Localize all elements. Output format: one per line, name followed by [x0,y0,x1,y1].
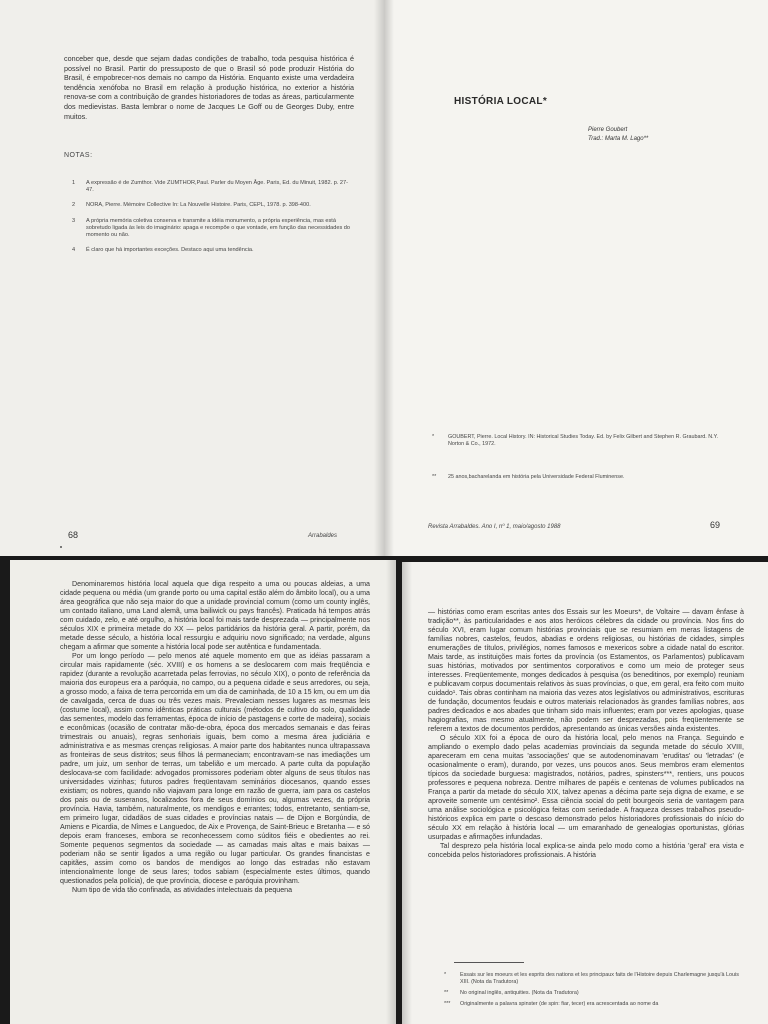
footnote-text: GOUBERT, Pierre. Local History. IN: Historical Studies Today. Ed. by Felix Gilbert and Stephen R. Graubard. N.Y. Norton & Co., 1972. [448,434,719,447]
footnote-text: Essais sur les moeurs et les esprits des nations et les principaux faits de l'Histoire depuis Charlemagne jusqu'à Louis XIII. (Nota da Tradutora) [460,972,739,985]
running-title: Revista Arrabaldes. Ano I, nº 1, maio/agosto 1988 [428,524,561,530]
note-number: 3 [72,217,76,224]
footnote-text: 25 anos,bacharelanda em história pela Universidade Federal Fluminense. [448,474,625,480]
body-text [60,580,370,895]
notes-label: NOTAS: [64,152,93,159]
translator-name: Trad.: Marta M. Lago** [588,136,649,142]
article-title: HISTÓRIA LOCAL* [454,96,548,107]
paragraph: Num tipo de vida tão confinada, as atividades intelectuais da pequena [72,886,293,894]
footnote-text: Originalmente a palavra spinster (de spin: fiar, tecer) era acrescentada ao nome da [460,1001,659,1007]
page-71 [402,562,768,1024]
running-title: Arrabaldes [308,533,338,539]
paragraph: conceber que, desde que sejam dadas condições de trabalho, toda pesquisa histórica é possível no Brasil. Partir do pressuposto de que o Brasil só pode produzir História do Brasil, é empobrecer-nos demais no campo da História. Enquanto existe uma verdadeira tendência xenófoba no Brasil em relação à produção histórica, no exterior a história renova-se com a contribuição de grandes historiadores de todas as áreas, particularmente dos medievistas. Basta lembrar o nome de Jacques Le Goff ou de Georges Duby, entre muitos. [64,54,354,121]
footnote [432,434,722,448]
footnotes [444,972,744,1012]
body-paragraph [64,54,354,121]
page-gutter-shadow [384,0,394,556]
note-text: É claro que há importantes exceções. Destaco aqui uma tendência. [86,247,254,254]
note-text: A expressão é de Zumthor. Vide ZUMTHOR,Paul. Parler du Moyen Âge. Paris, Ed. du Minuit, 1982. p. 27-47. [86,180,348,194]
author-name: Pierre Goubert [588,127,628,133]
note-number: 4 [72,247,76,254]
note-item [72,218,352,240]
paragraph: Tal desprezo pela história local explica-se ainda pelo modo como a história 'geral' era vista e concebida pelos historiadores profissionais. A história [428,842,744,859]
note-number: 1 [72,180,76,186]
footnote-rule [454,962,524,963]
footnote [444,990,744,997]
speck [60,546,62,548]
footnote [444,1001,744,1008]
footnote [432,474,722,481]
note-item [72,247,352,254]
note-item [72,202,352,209]
page-gutter-shadow [402,562,412,1024]
note-text: A própria memória coletiva conserva e transmite a idéia monumento, a própria experiência, mas está sobretudo ligada às leis do imaginário: apaga e recompõe o que vontade, em função das necessidades do momento ou não. [86,217,351,239]
paragraph: O século XIX foi a época de ouro da história local, pelo menos na França. Seguindo e ampliando o exemplo dado pelas academias provinciais da segunda metade do século XVIII, apareceram em cena muitas 'associações' que se autodenominavam 'eruditas' ou 'letradas' (e ocasionalmente o eram), durando, por vezes, uns poucos anos. Seus membros eram elementos típicos da sociedade burguesa: magistrados, notários, padres, spinsters***, rentiers, uns poucos professores e pequena nobreza. Dentre milhares de papéis e centenas de volumes publicados na França a partir da metade do século XIX, talvez apenas a décima parte seja digna de exame, e se aproveite somente um centésimo². Essa ciência social do petit bourgeois seria de vantagem para uma análise sociológica e psicológica feitas com seriedade. A fraqueza desses trabalhos pseudo-históricos explica em parte o descaso demonstrado pelos historiadores profissionais do início do século XX em relação à história local — um emaranhado de genealogias oportunistas, glórias usurpadas e afirmações infundadas. [428,734,744,841]
note-text: NORA, Pierre. Mémoire Collective In: La Nouvelle Histoire. Paris, CEPL, 1978. p. 398-400. [86,202,311,209]
footnote-mark: *** [444,1001,451,1007]
paragraph: — histórias como eram escritas antes dos Essais sur les Moeurs*, de Voltaire — davam ênfase à tradição**, às particularidades e aos atos heróicos célebres da cidade ou província. Nos fins do século XVI, eram lugar comum histórias provinciais que se resumiam em meras listagens de famílias nobres, castelos, feudos, abadias e ordens religiosas, ou histórias de cidades, simples enumerações de títulos, privilégios, nomes famosos e mexericos sobre a cidade natal do escritor. Mais tarde, as instituições mais fortes da província (os Estamentos, os Parlamentos) publicavam suas histórias, motivados por sentimentos corporativos e como um meio de proteger seus interesses. Freqüentemente, monges dedicados à pesquisa (os beneditinos, por exemplo) reuniam e publicavam corpus documentais relativos às suas províncias, o que, em geral, era feito com muito cuidado¹. Tais obras continham na maioria das vezes atos legislativos ou administrativos, escrituras de fundação, documentos feudais e outros materiais relacionados às grandes famílias nobres, aos padres dedicados e aos abades que tinham sido mais influentes; eram por vezes apologias, quase hagiografias, mas mesmo atualmente, não podem ser desprezadas, pois freqüentemente se referem a textos de documentos perdidos, apresentando as únicas versões ainda existentes. [428,608,744,733]
page-69 [384,0,768,556]
body-text [428,608,744,860]
footnotes [432,434,722,485]
footnote-mark: ** [432,474,437,480]
footnote-mark: * [444,972,447,978]
page-number: 68 [68,530,79,540]
author-block [588,126,648,144]
page-number: 69 [710,520,721,530]
page-68 [0,0,384,556]
note-number: 2 [72,202,76,209]
footnote-text: No original inglês, antiquities. (Nota da Tradutora) [460,990,579,996]
paragraph: Denominaremos história local aquela que diga respeito a uma ou poucas aldeias, a uma cidade pequena ou média (um grande porto ou uma capital estão além do âmbito local), ou a uma área geográfica que não seja maior do que a unidade provincial comum (como um county inglês, um contado italiano, uma Land alemã, uma bailiwick ou pays francês). Praticada há tempos atrás com cuidado, zelo, e até orgulho, a história local foi mais tarde desprezada — principalmente nos séculos XIX e primeira metade do XX — pelos partidários da história geral. A partir, porém, da metade desse século, a história local ressurgiu e adquiriu novo significado; na verdade, alguns chegam a afirmar que somente a história local pode ser autêntica e fundamentada. [60,580,370,651]
page-gutter-shadow [374,0,384,556]
footnote [444,972,744,986]
notes-list [72,180,352,262]
page-gutter-shadow [386,560,396,1024]
note-item [72,180,352,194]
paragraph: Por um longo período — pelo menos até aquele momento em que as idéias passaram a circular mais rapidamente (séc. XVIII) e os homens a se deslocarem com mais freqüência e rapidez (durante a revolução acarretada pelas ferrovias, no século XIX), o ponto de referência da maioria dos europeus era a paróquia, no campo, ou a pequena cidade e seus arredores, ou seja, a grosso modo, a faixa de terra percorrida em um dia de caminhada, de 10 a 15 km, ou em um dia de cavalgada, cerca de duas ou três vezes mais. Prevaleciam nesses lugares as mesmas leis (costume local), assim como idênticas práticas culturais (métodos de cultivo do solo, qualidade das sementes, modelo das ferramentas, época de início de pastagens e corte de madeira), sociais e econômicas (ocasião de contratar mão-de-obra, época dos mercados semanais e das feiras trimestrais ou anuais), regras senhoriais iguais, bem como a mesma área judiciária e administrativa e as mesmas crenças religiosas. A maior parte dos habitantes nunca ultrapassava as fronteiras de seus distritos; seus filhos lá permaneciam; encontravam-se nas imediações um padre, um juiz, um senhor de terras, um tabelião e um mercado. A parte culta da população deslocava-se com facilidade: advogados promissores poderiam obter alguns de seus títulos nas universidades vizinhas; futuros padres freqüentavam seminários diocesanos, quando esses existiam; os nobres, quando não viajavam para longe em razão de guerra, iam para os castelos dos pais ou de suseranos, localizados fora de seus domínios ou, algumas vezes, da própria província. Havia, também, naturalmente, os mendigos e errantes; todos, entretanto, sentiam-se, em primeiro lugar, cidadãos de suas cidades e províncias natais — de Dijon e Borgúndia, de Amiens e Picardia, de Nîmes e Languedoc, de Aix e Provença, de Saint-Brieuc e Bretanha — e só depois eram franceses, embora se reconhecessem como súditos fiéis e obedientes ao rei. Somente pequenos segmentos da sociedade — as camadas mais altas e mais baixas — poderiam não se sentir ligados a uma região ou lugar particular. Os grandes financistas e capitães, assim como os bandos de mendigos ao longo das estradas não estavam intencionalmente longe de seus lares; todos sabiam (especialmente estes últimos, quando questionados pela polícia), de que província, diocese e paróquia provinham. [60,652,370,885]
footnote-mark: ** [444,990,449,996]
footnote-mark: * [432,434,435,440]
page-70 [10,560,396,1024]
